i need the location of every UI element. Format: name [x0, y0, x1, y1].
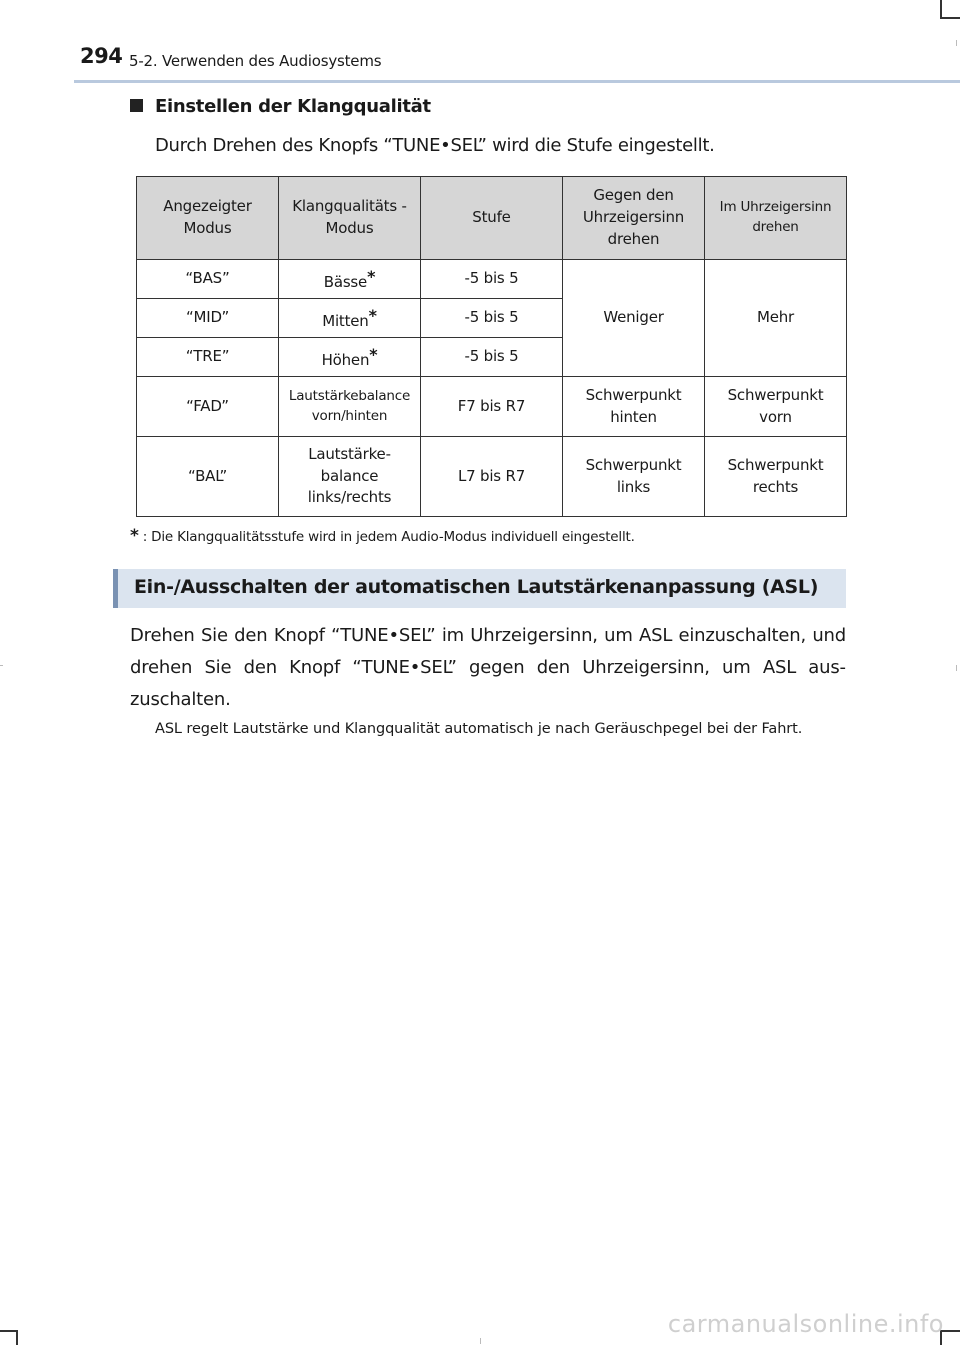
- cell-quality: Lautstärke- balance links/rechts: [279, 437, 421, 517]
- note-paragraph: ASL regelt Lautstärke und Klangqualität automatisch je nach Geräuschpegel bei der Fahrt.: [155, 721, 803, 737]
- section-title: Ein-/Ausschalten der automatischen Lautstärkenanpassung (ASL): [134, 576, 819, 598]
- table-row: [137, 260, 847, 299]
- header-cell-level: Stufe: [421, 177, 563, 260]
- body-paragraph: Drehen Sie den Knopf “TUNE•SEL” im Uhrzeigersinn, um ASL einzuschalten, und drehen Sie den Knopf “TUNE•SEL” gegen den Uhrzeigersinn, um ASL auszuschalten.: [130, 625, 846, 710]
- asterisk-marker: *: [367, 266, 376, 286]
- table-row: [137, 437, 847, 517]
- header-cell-quality: Klangqualitäts -Modus: [279, 177, 421, 260]
- header-cell-cw: Im Uhrzeigersinn drehen: [705, 177, 847, 260]
- square-bullet-icon: [130, 99, 143, 112]
- footnote-marker: *: [130, 526, 139, 546]
- cell-level: L7 bis R7: [421, 437, 563, 517]
- cell-quality-text: Bässe: [323, 272, 368, 291]
- cell-cw-merged: Mehr: [705, 260, 847, 377]
- footnote: [130, 526, 635, 546]
- chapter-title: 5-2. Verwenden des Audiosystems: [129, 52, 382, 70]
- page-number: 294: [80, 44, 123, 68]
- cell-mode: “MID”: [137, 299, 279, 338]
- cell-mode: “FAD”: [137, 377, 279, 437]
- intro-text: Durch Drehen des Knopfs “TUNE•SEL” wird die Stufe eingestellt.: [155, 135, 715, 156]
- cell-level: -5 bis 5: [421, 299, 563, 338]
- table-row: [137, 377, 847, 437]
- crop-mark-top-right-h: [940, 17, 960, 19]
- footnote-text: : Die Klangqualitätsstufe wird in jedem Audio-Modus individuell eingestellt.: [142, 529, 635, 545]
- cell-mode: “TRE”: [137, 338, 279, 377]
- cell-level: F7 bis R7: [421, 377, 563, 437]
- subsection-title: Einstellen der Klangqualität: [155, 96, 431, 117]
- sound-quality-table: [136, 176, 847, 517]
- table-header-row: [137, 177, 847, 260]
- section-header: [113, 569, 846, 608]
- cell-quality-text: Höhen: [321, 350, 370, 369]
- registration-tick: [480, 1338, 481, 1344]
- cell-cw: Schwerpunkt rechts: [705, 437, 847, 517]
- crop-mark-bottom-left-v: [16, 1330, 18, 1345]
- asterisk-marker: *: [368, 305, 377, 325]
- header-cell-ccw: Gegen den Uhrzeigersinn drehen: [563, 177, 705, 260]
- cell-level: -5 bis 5: [421, 260, 563, 299]
- cell-quality-text: Mitten: [322, 311, 369, 330]
- header-rule: [74, 80, 960, 83]
- cell-mode: “BAL”: [137, 437, 279, 517]
- cell-quality: [279, 260, 421, 299]
- subsection-heading: [130, 96, 431, 117]
- watermark: carmanualsonline.info: [667, 1310, 944, 1338]
- cell-ccw-merged: Weniger: [563, 260, 705, 377]
- cell-quality: [279, 299, 421, 338]
- cell-quality: [279, 338, 421, 377]
- cell-level: -5 bis 5: [421, 338, 563, 377]
- crop-mark-bottom-left-h: [0, 1330, 17, 1332]
- registration-tick: [956, 40, 957, 46]
- cell-mode: “BAS”: [137, 260, 279, 299]
- asterisk-marker: *: [369, 344, 378, 364]
- cell-quality: Lautstärkebalance vorn/hinten: [279, 377, 421, 437]
- cell-cw: Schwerpunkt vorn: [705, 377, 847, 437]
- header-cell-mode: Angezeigter Modus: [137, 177, 279, 260]
- cell-ccw: Schwerpunkt links: [563, 437, 705, 517]
- registration-tick: [0, 665, 3, 666]
- cell-ccw: Schwerpunkt hinten: [563, 377, 705, 437]
- crop-mark-top-right-v: [940, 0, 942, 18]
- registration-tick: [956, 665, 957, 671]
